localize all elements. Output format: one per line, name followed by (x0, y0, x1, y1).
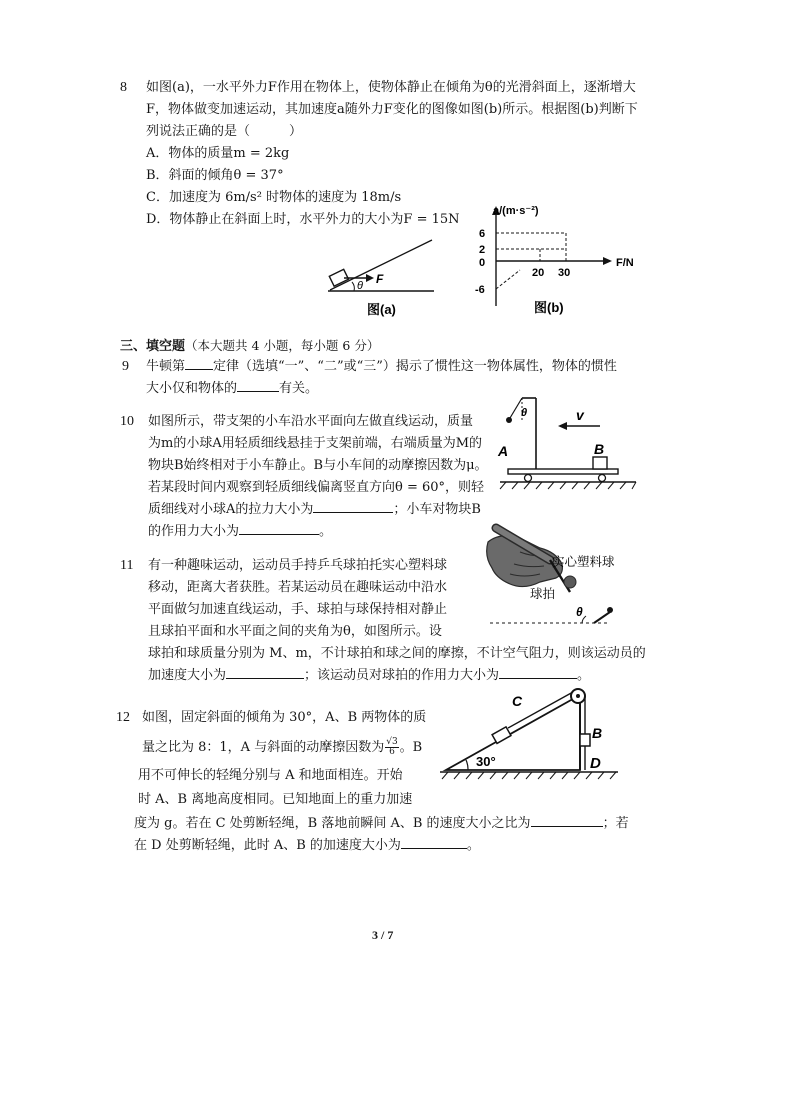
q8-number: 8 (120, 80, 127, 95)
q9-number: 9 (122, 359, 129, 374)
q11-text-6b: ；该运动员对球拍的作用力大小为 (304, 668, 500, 683)
ground-hatch (500, 482, 636, 489)
q12-figure (440, 680, 620, 782)
figure-b-caption: 图(b) (534, 300, 564, 315)
q11-figure (470, 512, 642, 636)
ball-label: 实心塑料球 (552, 555, 615, 569)
q8-option-c: C．加速度为 6m/s² 时物体的速度为 18m/s (146, 190, 402, 205)
q12-text-5b: ；若 (602, 816, 629, 831)
x-tick-30: 30 (558, 267, 571, 279)
q8-figure-a (322, 232, 452, 320)
q12-text-2b: 。B (399, 740, 423, 755)
x-tick-20: 20 (532, 267, 545, 279)
q8-option-d: D．物体静止在斜面上时，水平外力的大小为F = 15N (146, 212, 460, 227)
theta-label: θ (521, 407, 528, 419)
q12-text-6b: 。 (466, 838, 480, 853)
q8-figure-b (470, 198, 650, 320)
q12-blank-2[interactable] (401, 834, 467, 849)
q10-blank-2[interactable] (239, 520, 319, 535)
force-label: F (376, 272, 384, 286)
q10-line5 (148, 498, 481, 521)
cart-wheel-left (525, 475, 532, 482)
q10-text-5b: ；小车对物块B (393, 502, 481, 517)
q9-line2 (146, 377, 318, 400)
label-c: C (512, 693, 523, 709)
q12-line6 (134, 834, 480, 857)
q11-number: 11 (120, 558, 134, 573)
q12-line4: 时 A、B 离地高度相同。已知地面上的重力加速 (138, 792, 413, 807)
cart-body (508, 469, 618, 474)
paddle-small (594, 612, 610, 623)
y-axis-label: a/(m·s⁻²) (493, 205, 539, 217)
q12-line2 (142, 736, 422, 759)
q10-text-6b: 。 (319, 524, 333, 539)
figure-a-caption: 图(a) (367, 302, 396, 317)
section-title: 三、填空题 (120, 339, 186, 354)
q11-line4: 且球拍平面和水平面之间的夹角为θ，如图所示。设 (148, 624, 442, 639)
graph-line (496, 270, 520, 289)
q10-line6 (148, 520, 332, 543)
theta-label: θ (576, 605, 583, 619)
q11-line5: 球拍和球质量分别为 M、m，不计球拍和球之间的摩擦，不计空气阻力，则该运动员的 (148, 646, 646, 661)
label-b: B (592, 725, 603, 741)
q12-line5 (134, 812, 629, 835)
q12-text-5a: 度为 g。若在 C 处剪断轻绳，B 落地前瞬间 A、B 的速度大小之比为 (134, 816, 531, 831)
y-tick-6: 6 (479, 228, 486, 240)
fraction-denominator: 6 (389, 747, 395, 757)
block-b (580, 734, 590, 746)
q10-figure (486, 392, 644, 492)
block-b (593, 457, 607, 469)
q10-line3: 物块B始终相对于小车静止。B与小车间的动摩擦因数为μ。 (148, 458, 488, 473)
q12-blank-1[interactable] (531, 812, 603, 827)
label-d: D (590, 755, 601, 772)
q12-text-6a: 在 D 处剪断轻绳，此时 A、B 的加速度大小为 (134, 838, 401, 853)
fraction-numerator: √3 (386, 737, 398, 747)
q11-line3: 平面做匀加速直线运动，手、球拍与球保持相对静止 (148, 602, 448, 617)
q10-text-5a: 质细线对小球A的拉力大小为 (148, 502, 314, 517)
x-axis-label: F/N (616, 257, 634, 269)
q8-option-b: B．斜面的倾角θ = 37° (146, 168, 284, 183)
q10-line4: 若某段时间内观察到轻质细线偏离竖直方向θ = 60°，则轻 (148, 480, 485, 495)
q11-blank-2[interactable] (499, 664, 577, 679)
y-tick-0: 0 (479, 257, 486, 269)
ball (564, 576, 576, 588)
q9-text-1a: 牛顿第 (146, 359, 186, 374)
ball-a (506, 417, 512, 423)
q12-text-2a: 量之比为 8：1，A 与斜面的动摩擦因数为 (142, 740, 385, 755)
label-v: v (576, 407, 584, 423)
q9-text-1b: 定律（选填“一”、“二”或“三”）揭示了惯性这一物体属性，物体的惯性 (213, 359, 617, 374)
q11-line1: 有一种趣味运动，运动员手持乒乓球拍托实心塑料球 (148, 558, 448, 573)
q11-text-6c: 。 (577, 668, 591, 683)
q9-blank-2[interactable] (237, 377, 279, 392)
q12-number: 12 (116, 710, 130, 725)
q8-stem-line1: 如图(a)，一水平外力F作用在物体上，使物体静止在倾角为θ的光滑斜面上，逐渐增大 (146, 80, 636, 95)
y-tick-neg6: -6 (475, 284, 485, 296)
q10-line2: 为m的小球A用轻质细线悬挂于支架前端，右端质量为M的 (148, 436, 483, 451)
q8-stem-line3: 列说法正确的是（ ） (146, 124, 303, 139)
paddle-label: 球拍 (530, 587, 556, 601)
q11-line2: 移动，距离大者获胜。若某运动员在趣味运动中沿水 (148, 580, 448, 595)
q10-text-6a: 的作用力大小为 (148, 524, 240, 539)
label-a: A (498, 443, 509, 459)
cart-wheel-right (599, 475, 606, 482)
q10-number: 10 (120, 414, 134, 429)
ground-hatch (442, 772, 616, 779)
q9-blank-1[interactable] (185, 355, 213, 370)
section-note: （本大题共 4 小题，每小题 6 分） (185, 338, 380, 353)
q9-line1 (146, 355, 617, 378)
angle-label: θ (357, 280, 363, 292)
q8-stem-line2: F，物体做变加速运动，其加速度a随外力F变化的图像如图(b)所示。根据图(b)判断下 (146, 102, 638, 117)
q12-line1: 如图，固定斜面的倾角为 30°，A、B 两物体的质 (142, 710, 427, 725)
q10-blank-1[interactable] (313, 498, 393, 513)
q8-option-a: A．物体的质量m = 2kg (146, 146, 290, 161)
q9-text-2b: 有关。 (279, 381, 319, 396)
friction-fraction (385, 738, 398, 757)
q11-text-6a: 加速度大小为 (148, 668, 227, 683)
q11-blank-1[interactable] (226, 664, 304, 679)
q10-line1: 如图所示，带支架的小车沿水平面向左做直线运动，质量 (148, 414, 474, 429)
label-b: B (594, 441, 605, 457)
q12-line3: 用不可伸长的轻绳分别与 A 和地面相连。开始 (138, 768, 403, 783)
page-number: 3 / 7 (372, 928, 394, 942)
q9-text-2a: 大小仅和物体的 (146, 381, 238, 396)
angle-label: 30° (476, 754, 496, 769)
y-tick-2: 2 (479, 244, 486, 256)
